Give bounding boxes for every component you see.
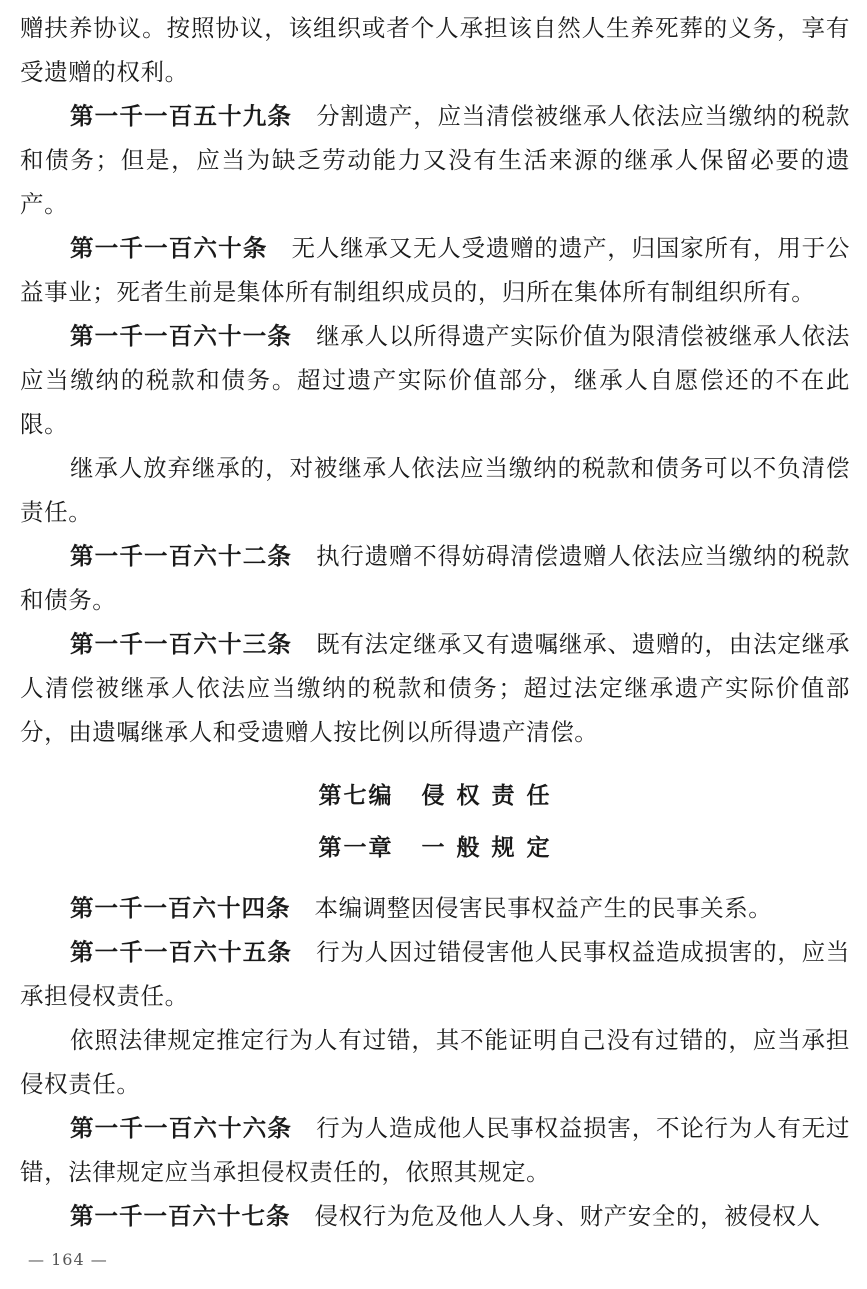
article-number: 第一千一百六十条 [70,234,268,262]
paragraph-text: 侵权行为危及他人人身、财产安全的，被侵权人 [314,1202,821,1230]
article-number: 第一千一百六十六条 [70,1114,293,1142]
paragraph [20,1106,850,1194]
chapter-title: 一 般 规 定 [421,835,552,861]
paragraph [20,1194,850,1238]
page-number: — 164 — [28,1250,108,1269]
paragraph [20,226,850,314]
article-number: 第一千一百六十七条 [70,1202,291,1230]
paragraph [20,446,850,534]
paragraph [20,930,850,1018]
paragraph [20,622,850,754]
article-number: 第一千一百六十二条 [70,542,293,570]
paragraph [20,314,850,446]
paragraph [20,1018,850,1106]
paragraph-text: 继承人放弃继承的，对被继承人依法应当缴纳的税款和债务可以不负清偿责任。 [20,454,850,526]
paragraph-text: 执行遗赠不得妨碍清偿遗赠人依法应当缴纳的税款和债务。 [20,542,851,614]
paragraph [20,886,850,930]
paragraph-text: 行为人因过错侵害他人民事权益造成损害的，应当承担侵权责任。 [20,938,851,1010]
paragraph [20,6,850,94]
top-section [20,6,850,754]
paragraph-text: 无人继承又无人受遗赠的遗产，归国家所有，用于公益事业；死者生前是集体所有制组织成员的，归所在集体所有制组织所有。 [20,234,851,306]
paragraph-text: 行为人造成他人民事权益损害，不论行为人有无过错，法律规定应当承担侵权责任的，依照其规定。 [20,1114,851,1186]
document-page [20,6,850,1238]
part-heading [20,770,850,822]
paragraph-text: 既有法定继承又有遗嘱继承、遗赠的，由法定继承人清偿被继承人依法应当缴纳的税款和债务；超过法定继承遗产实际价值部分，由遗嘱继承人和受遗赠人按比例以所得遗产清偿。 [20,630,851,746]
article-number: 第一千一百六十四条 [70,894,291,922]
paragraph-text: 依照法律规定推定行为人有过错，其不能证明自己没有过错的，应当承担侵权责任。 [20,1026,850,1098]
paragraph-text: 本编调整因侵害民事权益产生的民事关系。 [314,894,773,922]
paragraph-text: 分割遗产，应当清偿被继承人依法应当缴纳的税款和债务；但是，应当为缺乏劳动能力又没有生活来源的继承人保留必要的遗产。 [20,102,851,218]
bottom-section [20,886,850,1238]
chapter-number: 第一章 [318,835,394,861]
paragraph [20,534,850,622]
paragraph-text: 赠扶养协议。按照协议，该组织或者个人承担该自然人生养死葬的义务，享有受遗赠的权利。 [20,14,850,86]
article-number: 第一千一百六十五条 [70,938,293,966]
part-number: 第七编 [318,783,394,809]
part-title: 侵 权 责 任 [421,783,552,809]
article-number: 第一千一百五十九条 [70,102,293,130]
paragraph-text: 继承人以所得遗产实际价值为限清偿被继承人依法应当缴纳的税款和债务。超过遗产实际价值部分，继承人自愿偿还的不在此限。 [20,322,851,438]
paragraph [20,94,850,226]
article-number: 第一千一百六十三条 [70,630,293,658]
chapter-heading [20,822,850,874]
article-number: 第一千一百六十一条 [70,322,293,350]
